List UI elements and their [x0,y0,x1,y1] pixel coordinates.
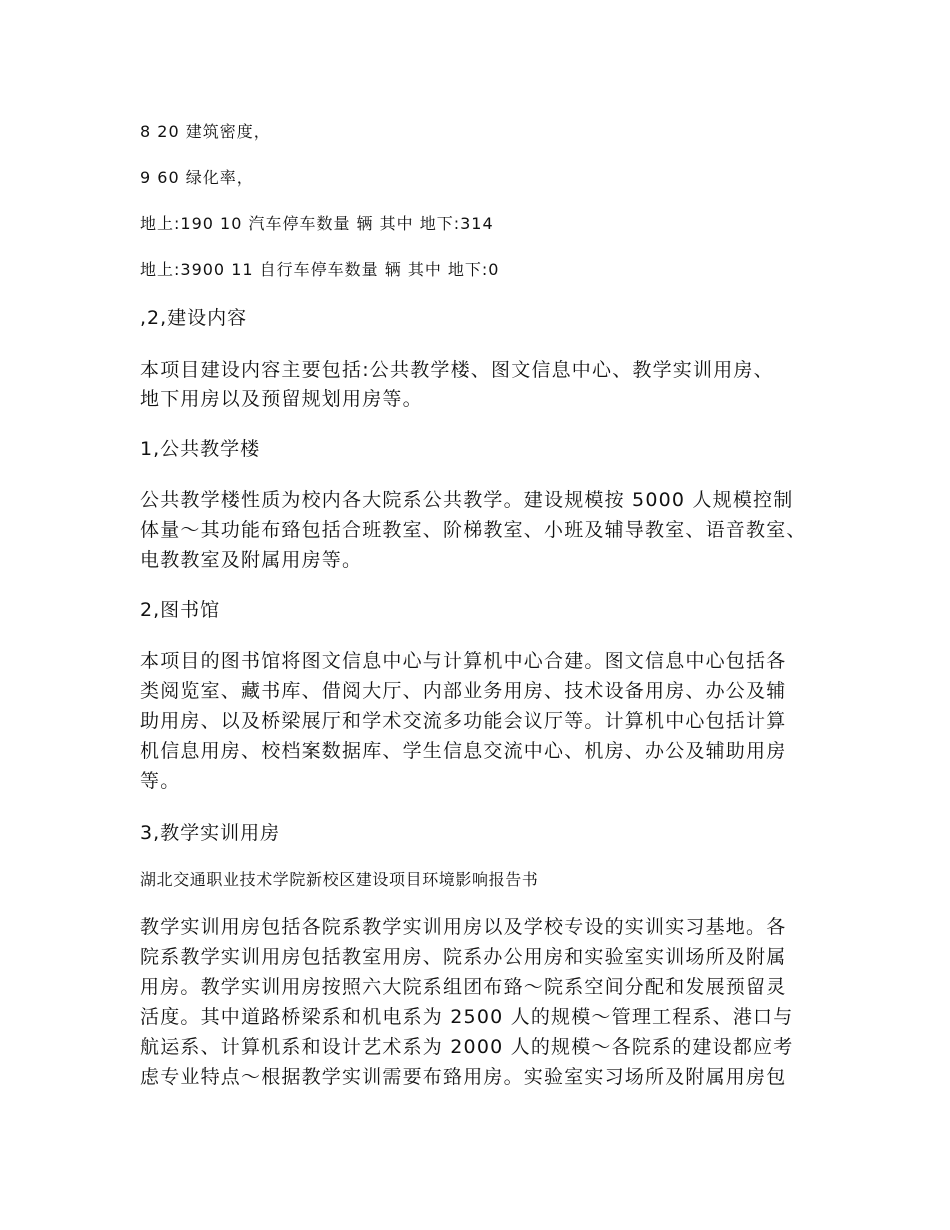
section-heading-construction: ,2,建设内容 [140,307,248,329]
paragraph-line: 地下用房以及预留规划用房等。 [140,388,423,410]
paragraph-line: 教学实训用房包括各院系教学实训用房以及学校专设的实训实习基地。各 [140,916,787,938]
stat-bike-parking: 地上:3900 11 自行车停车数量 辆 其中 地下:0 [140,260,500,279]
section-heading-training: 3,教学实训用房 [140,822,281,844]
paragraph-line: 公共教学楼性质为校内各大院系公共教学。建设规模按 5000 人规模控制 [140,489,794,511]
section-heading-teaching-building: 1,公共教学楼 [140,438,261,460]
paragraph-line: 体量～其功能布臵包括合班教室、阶梯教室、小班及辅导教室、语音教室、 [140,519,807,541]
paragraph-line: 虑专业特点～根据教学实训需要布臵用房。实验室实习场所及附属用房包 [140,1066,787,1088]
paragraph-line: 院系教学实训用房包括教室用房、院系办公用房和实验室实训场所及附属 [140,946,787,968]
paragraph-line: 航运系、计算机系和设计艺术系为 2000 人的规模～各院系的建设都应考 [140,1036,794,1058]
paragraph-line: 电教教室及附属用房等。 [140,549,363,571]
paragraph-line: 类阅览室、藏书库、借阅大厅、内部业务用房、技术设备用房、办公及辅 [140,680,787,702]
paragraph-line: 机信息用房、校档案数据库、学生信息交流中心、机房、办公及辅助用房 [140,740,787,762]
paragraph-line: 用房。教学实训用房按照六大院系组团布臵～院系空间分配和发展预留灵 [140,976,787,998]
stat-green-rate: 9 60 绿化率， [140,168,254,187]
stat-car-parking: 地上:190 10 汽车停车数量 辆 其中 地下:314 [140,214,494,233]
stat-building-density: 8 20 建筑密度， [140,122,271,141]
paragraph-line: 本项目建设内容主要包括:公共教学楼、图文信息中心、教学实训用房、 [140,359,774,381]
running-header: 湖北交通职业技术学院新校区建设项目环境影响报告书 [140,870,539,889]
paragraph-line: 活度。其中道路桥梁系和机电系为 2500 人的规模～管理工程系、港口与 [140,1006,794,1028]
paragraph-line: 等。 [140,770,181,792]
paragraph-line: 助用房、以及桥梁展厅和学术交流多功能会议厅等。计算机中心包括计算 [140,710,787,732]
paragraph-line: 本项目的图书馆将图文信息中心与计算机中心合建。图文信息中心包括各 [140,650,787,672]
section-heading-library: 2,图书馆 [140,599,221,621]
